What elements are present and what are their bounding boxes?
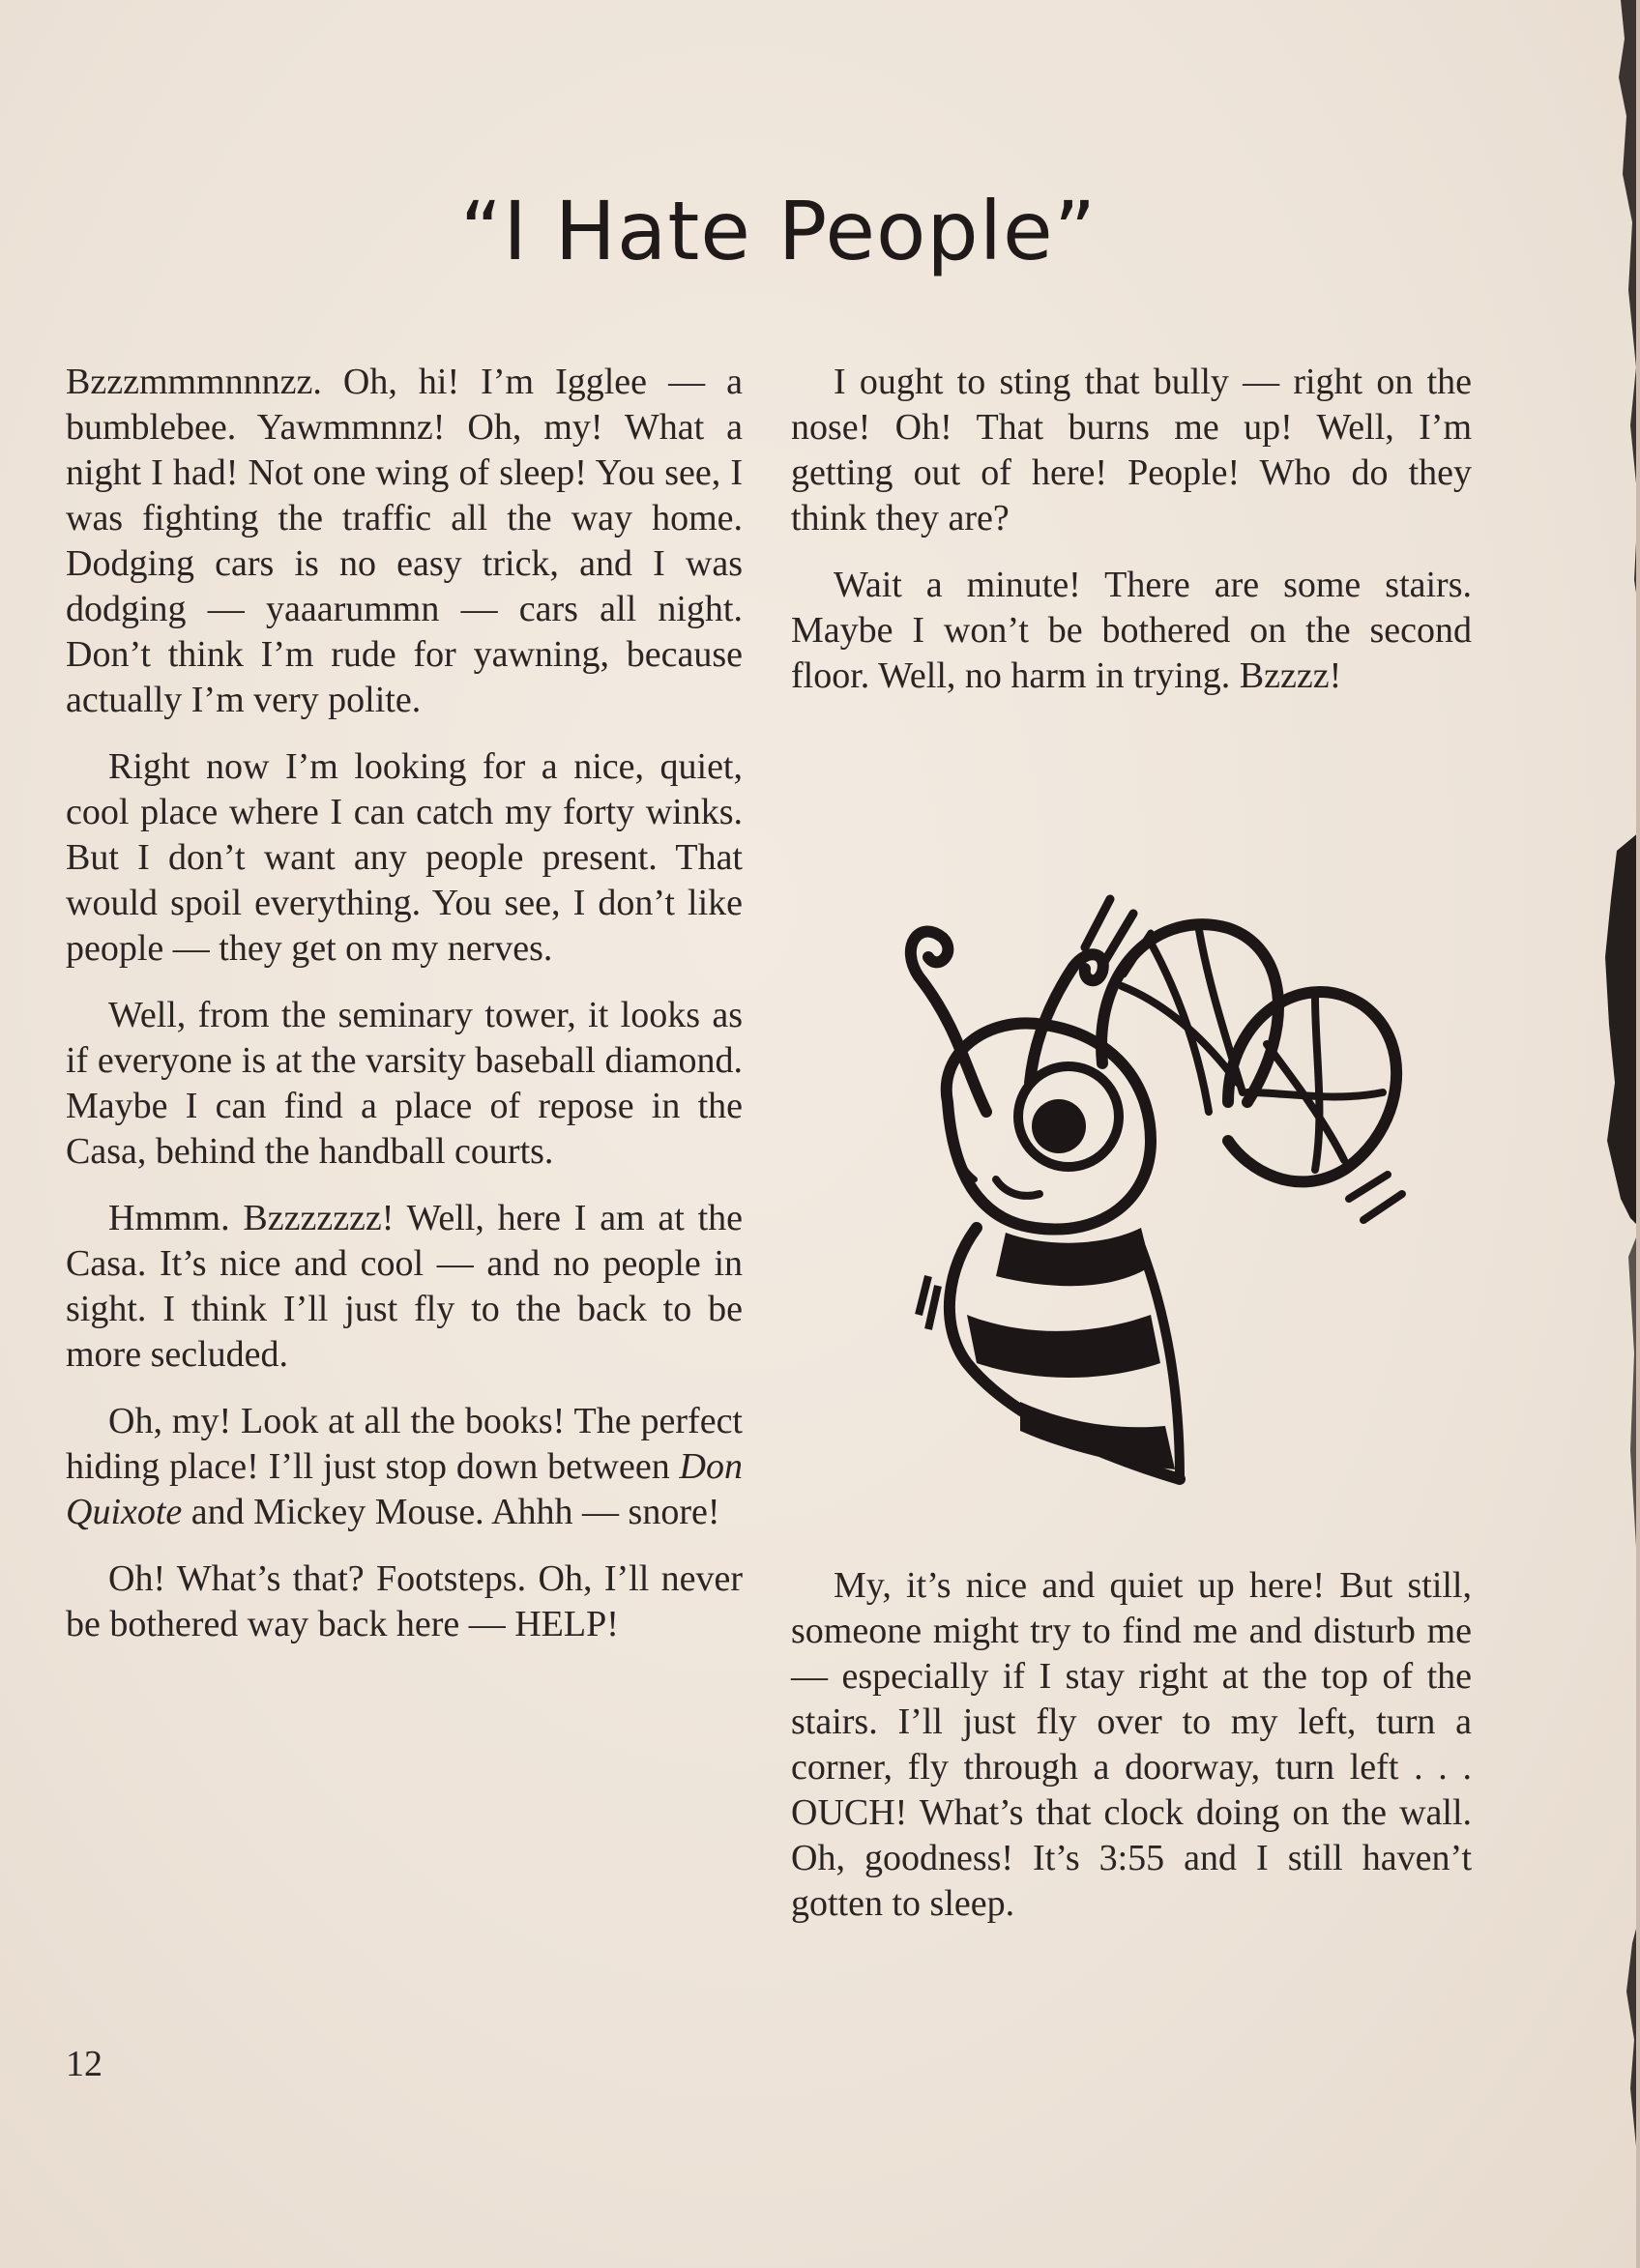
paragraph-stairs: Wait a minute! There are some stairs. Maybe I won’t be bothered on the second floor. Well, no harm in trying. Bzzzz! bbox=[791, 565, 1472, 696]
paragraph-quiet-upstairs: My, it’s nice and quiet up here! But still, someone might try to find me and disturb me — especially if I stay right at the top of the stairs. I’ll just fly over to my left, turn a corner, fly through a doorway, turn left . . . OUCH! What’s that clock doing on the wall. Oh, goodness! It’s 3:55 and I still haven’t gotten to sleep. bbox=[791, 1565, 1472, 1924]
books-text-before: Oh, my! Look at all the books! The perfect hiding place! I’ll just stop down between bbox=[66, 1401, 743, 1487]
page-number: 12 bbox=[66, 2044, 102, 2084]
paragraph-books bbox=[66, 1399, 743, 1535]
paragraph-intro: Bzzzmmmnnnzz. Oh, hi! I’m Igglee — a bumblebee. Yawmmnnz! Oh, my! What a night I had! Not one wing of sleep! You see, I was fighting the traffic all the way home. Dodging cars is no easy trick, and I was dodging — yaaarummn — cars all night. Don’t think I’m rude for yawning, because actually I’m very polite. bbox=[66, 362, 743, 720]
paragraph-footsteps: Oh! What’s that? Footsteps. Oh, I’ll never be bothered way back here — HELP! bbox=[66, 1558, 743, 1644]
paragraph-seminary-tower: Well, from the seminary tower, it looks as if everyone is at the varsity baseball diamond. Maybe I can find a place of repose in the Casa, behind the handball courts. bbox=[66, 995, 743, 1172]
page-title: “I Hate People” bbox=[459, 184, 1098, 278]
book-title-don-quixote: Don Quixote bbox=[66, 1446, 743, 1532]
bumblebee-illustration-icon bbox=[861, 860, 1421, 1489]
left-column bbox=[66, 360, 743, 1669]
paragraph-bully: I ought to sting that bully — right on the nose! Oh! That burns me up! Well, I’m getting out of here! People! Who do they think they are? bbox=[791, 362, 1472, 538]
paragraph-casa: Hmmm. Bzzzzzzz! Well, here I am at the Casa. It’s nice and cool — and no people in sight. I think I’ll just fly to the back to be more secluded. bbox=[66, 1198, 743, 1375]
right-column-bottom bbox=[791, 1563, 1472, 1948]
right-column-top bbox=[791, 360, 1472, 720]
books-text-after: and Mickey Mouse. Ahhh — snore! bbox=[182, 1492, 720, 1532]
paragraph-quiet-place: Right now I’m looking for a nice, quiet, cool place where I can catch my forty winks. But I don’t want any people present. That would spoil everything. You see, I don’t like people — they get on my nerves. bbox=[66, 746, 743, 969]
torn-page-edge bbox=[1582, 0, 1640, 2268]
